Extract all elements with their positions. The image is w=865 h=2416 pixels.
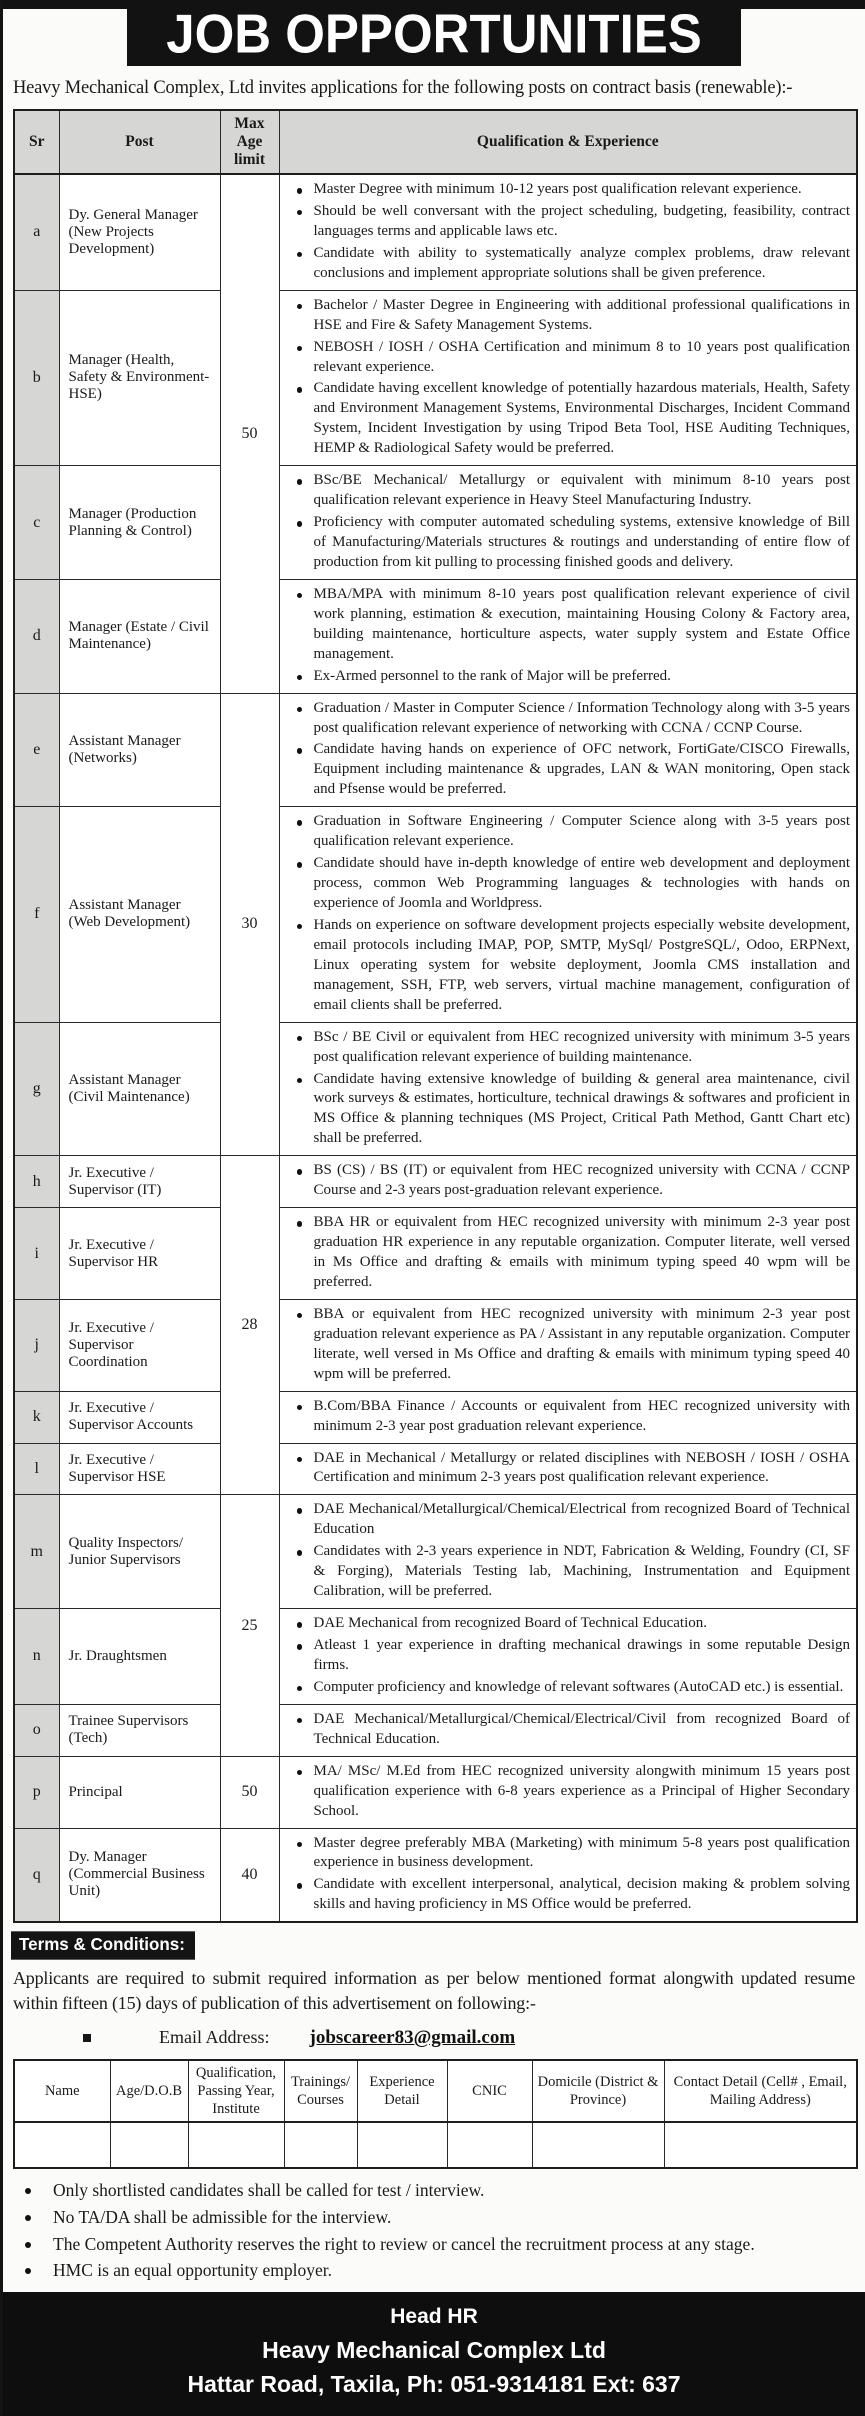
job-row-d — [14, 579, 857, 693]
format-col-qualification: Qualification, Passing Year, Institute — [188, 2060, 284, 2122]
format-col-age-dob: Age/D.O.B — [110, 2060, 188, 2122]
format-blank-cell — [188, 2122, 284, 2168]
job-row-k — [14, 1391, 857, 1443]
notes-list — [17, 2179, 865, 2282]
format-blank-cell — [447, 2122, 532, 2168]
header-area — [3, 0, 865, 66]
qualification-bullet: BSc / BE Civil or equivalent from HEC recognized university with minimum 3-5 years post qualification relevant experience of building maintenance. — [284, 1028, 851, 1068]
footer-company-name: Heavy Mechanical Complex Ltd — [262, 2336, 606, 2363]
job-age-limit: 50 — [220, 1756, 279, 1828]
job-sr: m — [14, 1495, 59, 1609]
job-row-h — [14, 1156, 857, 1208]
job-sr: k — [14, 1391, 59, 1443]
terms-body-text: Applicants are required to submit required information as per below mentioned format alongwith updated resume within fifteen (15) days of publication of this advertisement on following:- — [13, 1968, 855, 2013]
job-row-f — [14, 807, 857, 1022]
qualification-bullet: MBA/MPA with minimum 8-10 years post qualification relevant experience of civil work planning, estimation & execution, maintaining Housing Colony & Factory area, building maintenance, horticulture aspects, water supply system and Estate Office management. — [284, 585, 851, 665]
job-qualification — [279, 174, 857, 290]
job-row-b — [14, 290, 857, 466]
job-qualification — [279, 290, 857, 466]
job-qualification — [279, 1022, 857, 1156]
job-qualification — [279, 1299, 857, 1391]
job-sr: c — [14, 466, 59, 580]
job-sr: f — [14, 807, 59, 1022]
qualification-bullet: BSc/BE Mechanical/ Metallurgy or equivalent with minimum 8-10 years post qualification relevant experience in Heavy Steel Manufacturing Industry. — [284, 471, 851, 511]
qualification-bullet: Candidate having extensive knowledge of building & general area maintenance, civil work surveys & estimates, horticulture, technical drawings & softwares and proficient in MS Office & planning techniques (MS Project, Critical Path Method, Gantt Chart etc) shall be preferred. — [284, 1070, 851, 1150]
job-age-limit: 40 — [220, 1828, 279, 1922]
job-post: Dy. General Manager (New Projects Development) — [59, 174, 220, 290]
page-title: JOB OPPORTUNITIES — [166, 2, 702, 64]
qualification-bullet: Graduation / Master in Computer Science / Information Technology along with 3-5 years post qualification relevant experience of networking with CCNA / CCNP Course. — [284, 699, 851, 739]
job-sr: q — [14, 1828, 59, 1922]
job-row-a — [14, 174, 857, 290]
job-post: Assistant Manager (Civil Maintenance) — [59, 1022, 220, 1156]
footer-banner — [3, 2292, 865, 2416]
format-blank-cell — [357, 2122, 447, 2168]
job-row-j — [14, 1299, 857, 1391]
job-post: Jr. Executive / Supervisor HR — [59, 1208, 220, 1300]
note-item: The Competent Authority reserves the right to review or cancel the recruitment process at any stage. — [17, 2233, 865, 2256]
job-post: Assistant Manager (Networks) — [59, 693, 220, 807]
qualification-bullet: Candidate having excellent knowledge of potentially hazardous materials, Health, Safety and Environment Management Systems, Environmental Discharges, Incident Command System, Incident Investigation by using Tripod Beta Tool, HSE Auditing Techniques, HEMP & Radiological Safety would be preferred. — [284, 379, 851, 459]
job-sr: b — [14, 290, 59, 466]
job-qualification — [279, 1391, 857, 1443]
job-sr: a — [14, 174, 59, 290]
job-post: Trainee Supervisors (Tech) — [59, 1704, 220, 1756]
job-qualification — [279, 466, 857, 580]
qualification-bullet: MA/ MSc/ M.Ed from HEC recognized university alongwith minimum 15 years post qualification experience with 6-8 years experience as a Principal of Higher Secondary School. — [284, 1762, 851, 1822]
qualification-bullet: Candidate having hands on experience of OFC network, FortiGate/CISCO Firewalls, Equipment including maintenance & upgrades, LAN & WAN monitoring, Open stack and Pfsense would be preferred. — [284, 740, 851, 800]
format-blank-cell — [532, 2122, 664, 2168]
format-blank-row — [14, 2122, 857, 2168]
format-col-name: Name — [14, 2060, 110, 2122]
job-qualification — [279, 1208, 857, 1300]
qualification-bullet: DAE Mechanical/Metallurgical/Chemical/Electrical from recognized Board of Technical Education — [284, 1500, 851, 1540]
intro-text: Heavy Mechanical Complex, Ltd invites applications for the following posts on contract basis (renewable):- — [13, 78, 793, 98]
job-post: Manager (Production Planning & Control) — [59, 466, 220, 580]
format-col-cnic: CNIC — [447, 2060, 532, 2122]
job-row-q — [14, 1828, 857, 1922]
qualification-bullet: Candidate with excellent interpersonal, analytical, decision making & problem solving skills and having proficiency in MS Office would be preferred. — [284, 1875, 851, 1915]
job-row-m — [14, 1495, 857, 1609]
terms-section — [3, 1923, 865, 2049]
job-row-i — [14, 1208, 857, 1300]
qualification-bullet: Master Degree with minimum 10-12 years post qualification relevant experience. — [284, 180, 851, 200]
job-sr: e — [14, 693, 59, 807]
col-header-qualification: Qualification & Experience — [279, 110, 857, 174]
job-qualification — [279, 1495, 857, 1609]
job-row-o — [14, 1704, 857, 1756]
job-qualification — [279, 1443, 857, 1495]
job-post: Assistant Manager (Web Development) — [59, 807, 220, 1022]
note-item: No TA/DA shall be admissible for the interview. — [17, 2206, 865, 2229]
format-col-experience: Experience Detail — [357, 2060, 447, 2122]
terms-heading: Terms & Conditions: — [11, 1932, 195, 1960]
job-post: Quality Inspectors/ Junior Supervisors — [59, 1495, 220, 1609]
format-col-domicile: Domicile (District & Province) — [532, 2060, 664, 2122]
job-qualification — [279, 1156, 857, 1208]
job-post: Dy. Manager (Commercial Business Unit) — [59, 1828, 220, 1922]
qualification-bullet: Candidates with 2-3 years experience in NDT, Fabrication & Welding, Foundry (CI, SF & Forging), Materials Testing lab, Machining, Instrumentation and Equipment Calibration, will be preferred. — [284, 1542, 851, 1602]
job-row-e — [14, 693, 857, 807]
job-post: Manager (Health, Safety & Environment- HSE) — [59, 290, 220, 466]
square-bullet-icon — [83, 2034, 91, 2042]
qualification-bullet: BBA HR or equivalent from HEC recognized university with minimum 2-3 year post graduation HR experience in any reputable organization. Computer literate, well versed in Ms Office and drafting & emails with minimum typing speed 40 wpm will be preferred. — [284, 1213, 851, 1293]
format-col-contact: Contact Detail (Cell# , Email, Mailing Address) — [664, 2060, 857, 2122]
job-post: Jr. Executive / Supervisor Coordination — [59, 1299, 220, 1391]
job-sr: n — [14, 1609, 59, 1705]
email-link[interactable]: jobscareer83@gmail.com — [309, 2026, 516, 2048]
qualification-bullet: NEBOSH / IOSH / OSHA Certification and minimum 8 to 10 years post qualification relevant experience. — [284, 338, 851, 378]
job-post: Jr. Draughtsmen — [59, 1609, 220, 1705]
qualification-bullet: DAE in Mechanical / Metallurgy or related disciplines with NEBOSH / IOSH / OSHA Certification and minimum 2-3 years post qualification relevant experience. — [284, 1449, 851, 1489]
qualification-bullet: Candidate should have in-depth knowledge of entire web development and deployment process, common Web Programming languages & technologies with hands on experience of Joomla and Worldpress. — [284, 854, 851, 914]
qualification-bullet: Graduation in Software Engineering / Computer Science along with 3-5 years post qualification relevant experience. — [284, 812, 851, 852]
note-item: Only shortlisted candidates shall be called for test / interview. — [17, 2179, 865, 2202]
email-label: Email Address: — [159, 2027, 270, 2048]
note-item: HMC is an equal opportunity employer. — [17, 2259, 865, 2282]
qualification-bullet: Master degree preferably MBA (Marketing) with minimum 5-8 years post qualification experience in business development. — [284, 1834, 851, 1874]
job-qualification — [279, 1828, 857, 1922]
qualification-bullet: BS (CS) / BS (IT) or equivalent from HEC recognized university with CCNA / CCNP Course and 2-3 years post-graduation relevant experience. — [284, 1161, 851, 1201]
qualification-bullet: DAE Mechanical from recognized Board of Technical Education. — [284, 1614, 851, 1634]
job-qualification — [279, 1756, 857, 1828]
job-qualification — [279, 579, 857, 693]
job-age-limit: 50 — [220, 174, 279, 693]
qualification-bullet: Bachelor / Master Degree in Engineering with additional professional qualifications in HSE and Fire & Safety Management Systems. — [284, 296, 851, 336]
footer-head-hr: Head HR — [390, 2305, 478, 2329]
job-sr: i — [14, 1208, 59, 1300]
job-row-g — [14, 1022, 857, 1156]
job-qualification — [279, 1704, 857, 1756]
application-format-table — [13, 2059, 858, 2169]
job-sr: p — [14, 1756, 59, 1828]
job-sr: j — [14, 1299, 59, 1391]
job-sr: d — [14, 579, 59, 693]
format-blank-cell — [14, 2122, 110, 2168]
email-row — [83, 2027, 865, 2049]
qualification-bullet: Candidate with ability to systematically analyze complex problems, draw relevant conclusions and implement appropriate solutions shall be given preference. — [284, 244, 851, 284]
qualification-bullet: Should be well conversant with the project scheduling, budgeting, feasibility, contract languages terms and applicable laws etc. — [284, 202, 851, 242]
job-age-limit: 25 — [220, 1495, 279, 1756]
format-blank-cell — [110, 2122, 188, 2168]
job-sr: g — [14, 1022, 59, 1156]
job-row-n — [14, 1609, 857, 1705]
job-post: Jr. Executive / Supervisor Accounts — [59, 1391, 220, 1443]
qualification-bullet: Proficiency with computer automated scheduling systems, extensive knowledge of Bill of Manufacturing/Materials structures & routings and understanding of entire flow of production from kit pulling to processing finished goods and delivery. — [284, 513, 851, 573]
col-header-max-age: Max Age limit — [220, 110, 279, 174]
job-qualification — [279, 807, 857, 1022]
qualification-bullet: B.Com/BBA Finance / Accounts or equivalent from HEC recognized university with minimum 2-3 year post graduation relevant experience. — [284, 1397, 851, 1437]
job-post: Jr. Executive / Supervisor HSE — [59, 1443, 220, 1495]
job-row-c — [14, 466, 857, 580]
job-post: Manager (Estate / Civil Maintenance) — [59, 579, 220, 693]
job-row-l — [14, 1443, 857, 1495]
qualification-bullet: BBA or equivalent from HEC recognized university with minimum 2-3 year post graduation relevant experience as PA / Assistant in any reputable organization. Computer literate, well versed in Ms Office and drafting & emails with minimum typing speed 40 wpm will be preferred. — [284, 1305, 851, 1385]
job-qualification — [279, 1609, 857, 1705]
job-sr: o — [14, 1704, 59, 1756]
col-header-sr: Sr — [14, 110, 59, 174]
format-col-trainings: Trainings/ Courses — [284, 2060, 357, 2122]
job-sr: l — [14, 1443, 59, 1495]
job-post: Principal — [59, 1756, 220, 1828]
jobs-table — [13, 109, 858, 1923]
format-blank-cell — [664, 2122, 857, 2168]
qualification-bullet: DAE Mechanical/Metallurgical/Chemical/Electrical/Civil from recognized Board of Technical Education. — [284, 1710, 851, 1750]
format-blank-cell — [284, 2122, 357, 2168]
job-age-limit: 30 — [220, 693, 279, 1156]
job-row-p — [14, 1756, 857, 1828]
qualification-bullet: Computer proficiency and knowledge of relevant softwares (AutoCAD etc.) is essential. — [284, 1678, 851, 1698]
jobs-table-header-row — [14, 110, 857, 174]
format-header-row — [14, 2060, 857, 2122]
col-header-post: Post — [59, 110, 220, 174]
job-age-limit: 28 — [220, 1156, 279, 1495]
qualification-bullet: Ex-Armed personnel to the rank of Major will be preferred. — [284, 667, 851, 687]
qualification-bullet: Atleast 1 year experience in drafting mechanical drawings in some reputable Design firms. — [284, 1636, 851, 1676]
qualification-bullet: Hands on experience on software development projects especially website development, email protocols including IMAP, POP, SMTP, MySql/ PostgreSQL/, Odoo, ERPNext, Linux operating system for website deployment, Joomla CMS installation and management, SSH, FTP, web servers, virtual machine management, configuration of email clients shall be preferred. — [284, 916, 851, 1016]
title-banner — [127, 0, 741, 66]
footer-address-phone: Hattar Road, Taxila, Ph: 051-9314181 Ext: 637 — [187, 2371, 681, 2398]
job-post: Jr. Executive / Supervisor (IT) — [59, 1156, 220, 1208]
job-sr: h — [14, 1156, 59, 1208]
job-qualification — [279, 693, 857, 807]
